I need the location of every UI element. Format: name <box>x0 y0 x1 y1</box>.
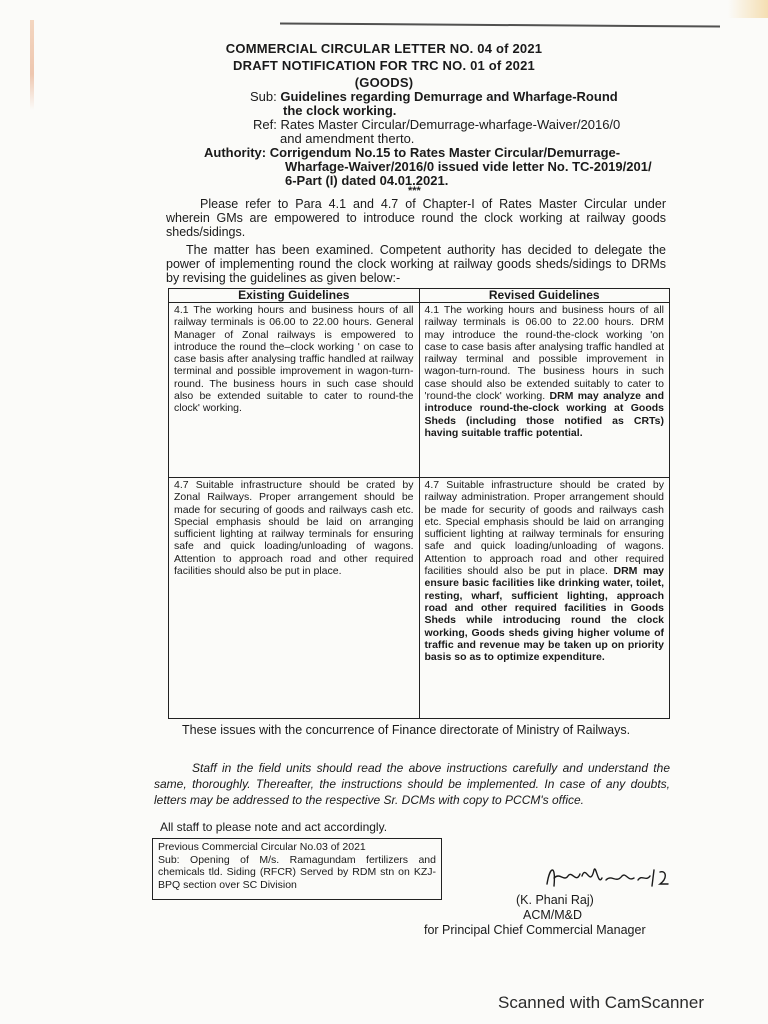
existing-cell-4-7: 4.7 Suitable infrastructure should be crated by Zonal Railways. Proper arrangement should be made for securing of goods and railways cash etc. Special emphasis should be laid on arranging sufficient lighting at railway terminals for ensuring safe and quick loading/unloading of wagons. Attention to approach road and other required facilities should also be put in place. <box>169 478 420 719</box>
subject-text-1: Guidelines regarding Demurrage and Wharfage-Round <box>280 89 618 104</box>
previous-circular-box <box>152 838 442 900</box>
table-row <box>169 303 670 478</box>
paragraph-1: Please refer to Para 4.1 and 4.7 of Chapter-I of Rates Master Circular under wherein GMs are empowered to introduce round the clock working at railway goods sheds/sidings. <box>166 197 666 239</box>
table-row <box>169 478 670 719</box>
top-rule-line <box>280 22 720 27</box>
revised-4-1-bold-text: DRM may analyze and introduce round-the-clock working at Goods Sheds (including those notified as CRTs) having suitable traffic potential. <box>424 390 665 439</box>
signatory-for-line: for Principal Chief Commercial Manager <box>424 923 646 937</box>
separator-stars: *** <box>408 185 421 197</box>
revised-4-7-text: 4.7 Suitable infrastructure should be crated by railway administration. Proper arrangement should be made for security of goods and railways cash etc. Special emphasis should be laid on arranging sufficient lighting at railway terminals for ensuring safe and quick loading/unloading of wagons. Attention to approach road and other required facilities should also be put in place. <box>424 479 664 578</box>
reference-text-1: Rates Master Circular/Demurrage-wharfage-Waiver/2016/0 <box>280 117 621 132</box>
header-revised-guidelines: Revised Guidelines <box>419 289 670 303</box>
authority-line <box>204 145 620 160</box>
subject-text-2: the clock working. <box>283 103 397 118</box>
guidelines-table <box>168 288 670 719</box>
handwritten-signature <box>542 856 672 896</box>
authority-text-3: 6-Part (I) dated 04.01.2021. <box>285 173 449 188</box>
paragraph-3: These issues with the concurrence of Finance directorate of Ministry of Railways. <box>182 723 631 737</box>
authority-text-2: Wharfage-Waiver/2016/0 issued vide letter No. TC-2019/201/ <box>285 159 652 174</box>
revised-4-1-text: 4.1 The working hours and business hours of all railway terminals is 06.00 to 22.00 hours. DRM may introduce the round-the-clock working 'on case to case basis after analysing traffic handled at railway terminal and possible improvement in wagon-turn-round. The business hours in such case should also be extended suitably to cater to 'round-the clock' working. <box>424 304 664 403</box>
table-header-row <box>169 289 670 303</box>
revised-cell-4-7 <box>419 478 670 719</box>
subject-line <box>250 89 618 104</box>
authority-label: Authority: <box>204 145 267 160</box>
revised-cell-4-1 <box>419 303 670 478</box>
reference-label: Ref: <box>253 117 277 132</box>
heading-line-1: COMMERCIAL CIRCULAR LETTER NO. 04 of 2021 <box>225 41 543 56</box>
authority-text-1: Corrigendum No.15 to Rates Master Circular/Demurrage- <box>269 145 621 160</box>
staff-instructions: Staff in the field units should read the above instructions carefully and understand the same, thoroughly. Thereafter, the instructions should be implemented. In case of any doubts, letters may be addressed to the respective Sr. DCMs with copy to PCCM's office. <box>154 761 670 807</box>
all-staff-note: All staff to please note and act accordingly. <box>160 820 388 834</box>
existing-cell-4-1: 4.1 The working hours and business hours of all railway terminals is 06.00 to 22.00 hours. General Manager of Zonal railways is empowered to introduce the round the–clock working ' on case to case basis after analysing traffic handled at railway terminal and possible improvement in wagon-turn-round. The business hours in such case should also be extended suitable to cater to round-the clock' working. <box>169 303 420 478</box>
scanner-watermark: Scanned with CamScanner <box>498 993 705 1012</box>
signatory-designation: ACM/M&D <box>523 908 583 922</box>
heading-line-2: DRAFT NOTIFICATION FOR TRC NO. 01 of 2021 <box>233 58 535 73</box>
previous-circular-title: Previous Commercial Circular No.03 of 2021 <box>158 841 366 853</box>
revised-4-7-bold-text: DRM may ensure basic facilities like drinking water, toilet, resting, wharf, sufficient lighting, approach road and other required facilities in Goods Sheds while introducing round the clock working, Goods sheds giving higher volume of traffic and revenue may be taken up on priority basis so as to optimize expenditure. <box>424 565 664 664</box>
reference-text-2: and amendment therto. <box>280 131 415 146</box>
header-existing-guidelines: Existing Guidelines <box>169 289 420 303</box>
signatory-name: (K. Phani Raj) <box>516 893 594 907</box>
paragraph-2: The matter has been examined. Competent authority has decided to delegate the power of implementing round the clock working at railway goods sheds/sidings to DRMs by revising the guidelines as given below:- <box>166 243 666 285</box>
reference-line <box>253 117 620 132</box>
subject-label: Sub: <box>250 89 277 104</box>
heading-line-3: (GOODS) <box>354 75 414 90</box>
previous-circular-subject: Sub: Opening of M/s. Ramagundam fertilizers and chemicals tld. Siding (RFCR) Served by RDM stn on KZJ-BPQ section over SC Division <box>158 853 436 891</box>
scan-corner-mark <box>728 0 768 18</box>
